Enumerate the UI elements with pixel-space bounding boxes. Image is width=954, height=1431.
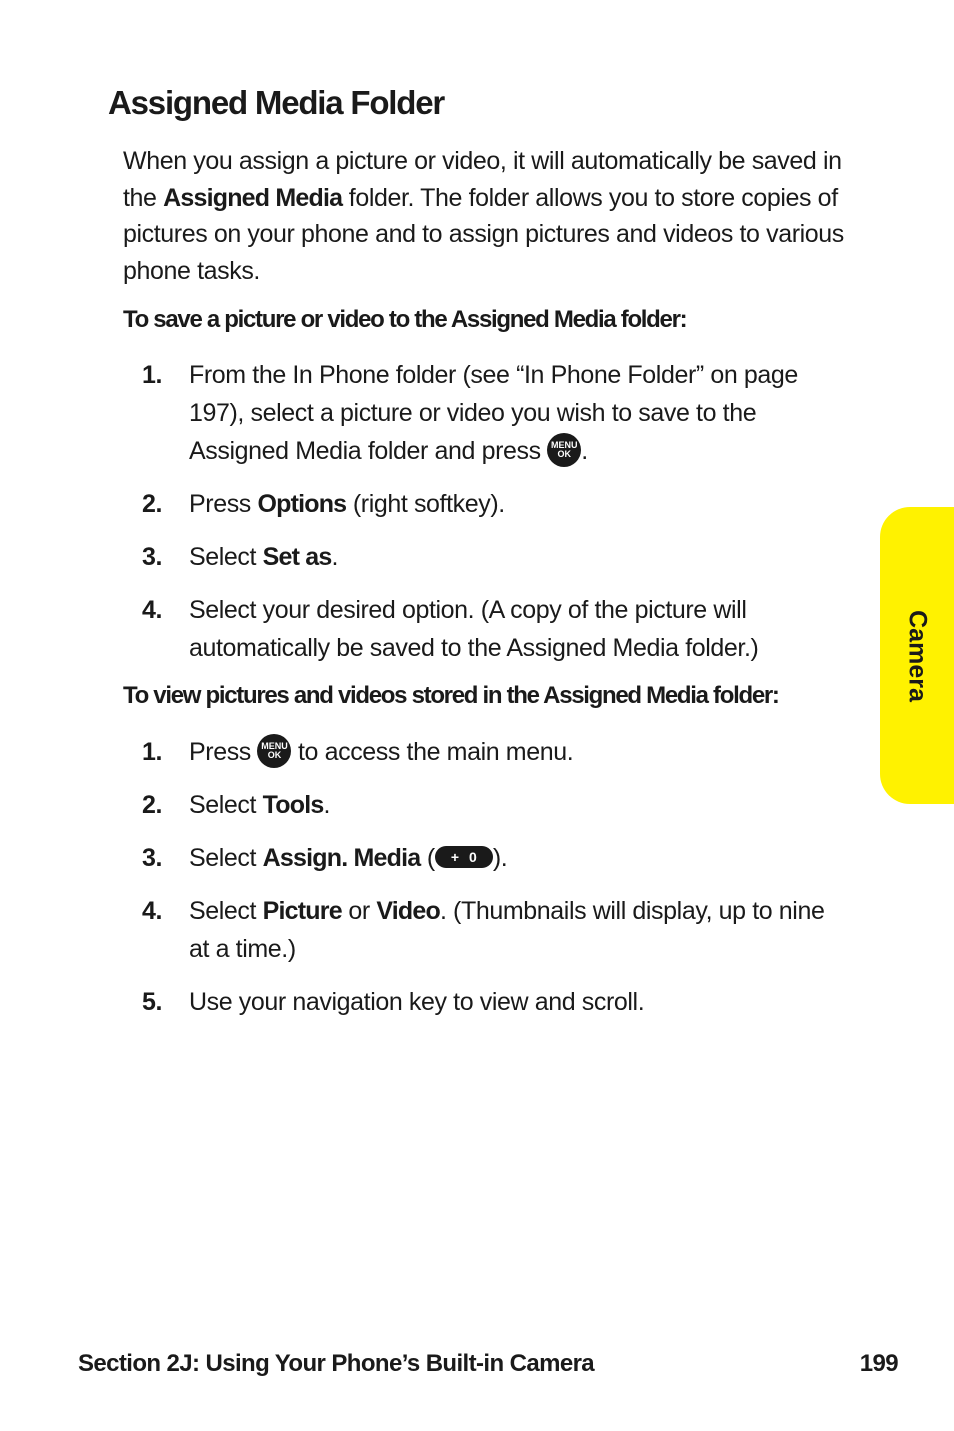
step-number: 3. bbox=[142, 844, 163, 872]
page-footer bbox=[78, 1350, 898, 1378]
step-number: 1. bbox=[142, 738, 163, 766]
section2-heading: To view pictures and videos stored in the Assigned Media folder: bbox=[123, 682, 779, 709]
section1-step-3: 3. Select Set as. bbox=[142, 538, 842, 576]
section1-step-1: 1. From the In Phone folder (see “In Phone Folder” on page 197), select a picture or video you wish to save to the Assigned Media folder and press MENU OK . bbox=[142, 356, 842, 470]
picture-label: Picture bbox=[262, 897, 342, 925]
section2-step-3: 3. Select Assign. Media ( + 0 ). bbox=[142, 839, 842, 877]
step-number: 4. bbox=[142, 596, 163, 624]
plus-zero-shortcut-key-icon: + 0 bbox=[435, 846, 493, 868]
section1-heading: To save a picture or video to the Assigned Media folder: bbox=[123, 306, 687, 333]
options-softkey-label: Options bbox=[257, 490, 347, 518]
intro-paragraph bbox=[123, 143, 853, 290]
tools-label: Tools bbox=[262, 791, 324, 819]
intro-text-continued: folder. The folder allows you to store copies of pictures on your phone and to assign pictures and videos to various phone tasks. bbox=[123, 183, 844, 286]
intro-text: When you assign a picture or video, it will automatically be saved in the bbox=[123, 147, 842, 212]
step-number: 4. bbox=[142, 897, 163, 925]
step-text: From the In Phone folder (see “In Phone Folder” on page 197), select a picture or video you wish to save to the Assigned Media folder and press bbox=[189, 361, 798, 465]
section2-step-5 bbox=[142, 983, 842, 1021]
video-label: Video bbox=[376, 897, 440, 925]
set-as-label: Set as bbox=[262, 543, 332, 571]
step-number: 2. bbox=[142, 791, 163, 819]
step-number: 5. bbox=[142, 988, 163, 1016]
step-number: 2. bbox=[142, 490, 163, 518]
section2-step-1: 1. Press MENU OK to access the main menu. bbox=[142, 733, 842, 771]
menu-ok-key-icon: MENU OK bbox=[257, 734, 291, 768]
intro-bold-term: Assigned Media bbox=[163, 183, 343, 212]
step-number: 1. bbox=[142, 361, 163, 389]
section2-step-2: 2. Select Tools. bbox=[142, 786, 842, 824]
step-text: Select your desired option. (A copy of the picture will automatically be saved to the Assigned Media folder.) bbox=[189, 596, 759, 662]
assign-media-label: Assign. Media bbox=[262, 844, 421, 872]
chapter-side-tab-label: Camera bbox=[903, 609, 932, 702]
footer-section-title: Section 2J: Using Your Phone’s Built-in Camera bbox=[78, 1350, 595, 1377]
step-text: Use your navigation key to view and scroll. bbox=[189, 988, 645, 1016]
menu-ok-key-icon: MENU OK bbox=[547, 433, 581, 467]
section1-step-4 bbox=[142, 591, 842, 667]
step-number: 3. bbox=[142, 543, 163, 571]
section1-step-2: 2. Press Options (right softkey). bbox=[142, 485, 842, 523]
chapter-side-tab bbox=[880, 507, 954, 804]
page-title: Assigned Media Folder bbox=[108, 84, 445, 121]
page-number: 199 bbox=[859, 1350, 898, 1377]
section2-step-4: 4. Select Picture or Video. (Thumbnails will display, up to nine at a time.) bbox=[142, 892, 842, 968]
